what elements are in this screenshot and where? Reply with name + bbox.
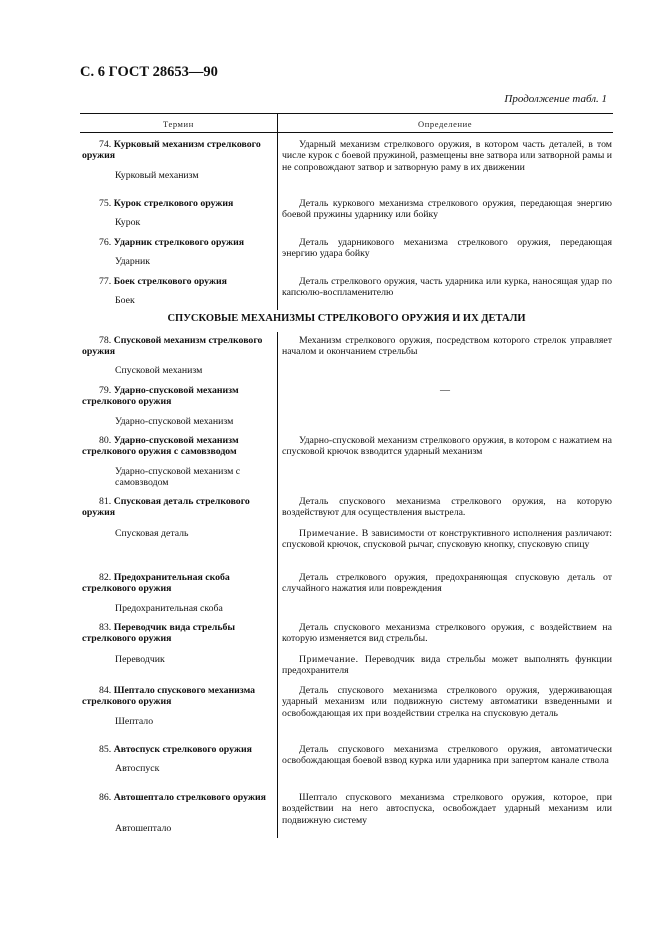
definition-86: Шептало спускового механизма стрелкового оружия, которое, при воздействии на него автоспуска, освобождает ударный механизм или подвижную систему: [282, 792, 612, 826]
term-80: 80. Ударно-спусковой механизм стрелкового оружия с самовзводом: [82, 435, 239, 458]
note-81: Примечание. В зависимости от конструктивного исполнения различают: спусковой крючок, спусковой рычаг, спусковую кнопку, спусковую спицу: [282, 528, 612, 551]
table-top-rule: [80, 113, 613, 114]
short-term-74: Курковый механизм: [115, 170, 199, 181]
term-74: 74. Курковый механизм стрелкового оружия: [82, 139, 261, 162]
definition-77: Деталь стрелкового оружия, часть ударника или курка, наносящая удар по капсюлю-воспламенителю: [282, 276, 612, 299]
column-header-term: Термин: [163, 119, 194, 129]
term-79: 79. Ударно-спусковой механизм стрелкового оружия: [82, 385, 239, 408]
short-term-75: Курок: [115, 217, 141, 228]
short-term-78: Спусковой механизм: [115, 365, 203, 376]
continuation-label: Продолжение табл. 1: [504, 93, 607, 105]
page-header: С. 6 ГОСТ 28653—90: [80, 64, 218, 80]
definition-78: Механизм стрелкового оружия, посредством которого стрелок управляет началом и окончанием стрельбы: [282, 335, 612, 358]
term-85: 85. Автоспуск стрелкового оружия: [99, 744, 252, 755]
definition-75: Деталь куркового механизма стрелкового оружия, передающая энергию боевой пружины ударнику или бойку: [282, 198, 612, 221]
short-term-79: Ударно-спусковой механизм: [115, 416, 234, 427]
column-header-definition: Определение: [418, 119, 473, 129]
short-term-81: Спусковая деталь: [115, 528, 189, 539]
term-86: 86. Автошептало стрелкового оружия: [99, 792, 266, 803]
definition-83: Деталь спускового механизма стрелкового оружия, с воздействием на которую изменяется вид стрельбы.: [282, 622, 612, 645]
short-term-77: Боек: [115, 295, 135, 306]
definition-76: Деталь ударникового механизма стрелкового оружия, передающая энергию удара бойку: [282, 237, 612, 260]
definition-81: Деталь спускового механизма стрелкового оружия, на которую воздействуют для осуществления выстрела.: [282, 496, 612, 519]
short-term-85: Автоспуск: [115, 763, 160, 774]
short-term-76: Ударник: [115, 256, 151, 267]
note-83: Примечание. Переводчик вида стрельбы может выполнять функции предохранителя: [282, 654, 612, 677]
short-term-84: Шептало: [115, 716, 154, 727]
definition-80: Ударно-спусковой механизм стрелкового оружия, в котором с нажатием на спусковой крючок взводится ударный механизм: [282, 435, 612, 458]
definition-74: Ударный механизм стрелкового оружия, в котором часть деталей, в том числе курок с боевой пружиной, размещены вне затвора или затворной рамы и не сопровождают затвор и затворную раму в их движении: [282, 139, 612, 173]
short-term-83: Переводчик: [115, 654, 165, 665]
term-84: 84. Шептало спускового механизма стрелкового оружия: [82, 685, 256, 708]
column-divider-top: [277, 113, 278, 310]
term-75: 75. Курок стрелкового оружия: [99, 198, 234, 209]
short-term-82: Предохранительная скоба: [115, 603, 223, 614]
definition-84: Деталь спускового механизма стрелкового оружия, удерживающая ударный механизм или подвижную систему автоматики взведенными и освобождающая их при воздействии стрелка на спусковую деталь: [282, 685, 612, 719]
short-term-86: Автошептало: [115, 823, 172, 834]
column-divider-bottom: [277, 332, 278, 838]
definition-79: —: [440, 385, 450, 396]
header-bottom-rule: [80, 132, 613, 133]
term-77: 77. Боек стрелкового оружия: [99, 276, 227, 287]
term-78: 78. Спусковой механизм стрелкового оружия: [82, 335, 263, 358]
definition-82: Деталь стрелкового оружия, предохраняющая спусковую деталь от случайного нажатия или повреждения: [282, 572, 612, 595]
definition-85: Деталь спускового механизма стрелкового оружия, автоматически освобождающая боевой взвод курка или ударника при запертом канале ствола: [282, 744, 612, 767]
term-76: 76. Ударник стрелкового оружия: [99, 237, 245, 248]
term-83: 83. Переводчик вида стрельбы стрелкового оружия: [82, 622, 236, 645]
term-82: 82. Предохранительная скоба стрелкового оружия: [82, 572, 230, 595]
short-term-80: Ударно-спусковой механизм с самовзводом: [115, 466, 241, 489]
section-title: СПУСКОВЫЕ МЕХАНИЗМЫ СТРЕЛКОВОГО ОРУЖИЯ И ИХ ДЕТАЛИ: [167, 313, 526, 324]
term-81: 81. Спусковая деталь стрелкового оружия: [82, 496, 250, 519]
